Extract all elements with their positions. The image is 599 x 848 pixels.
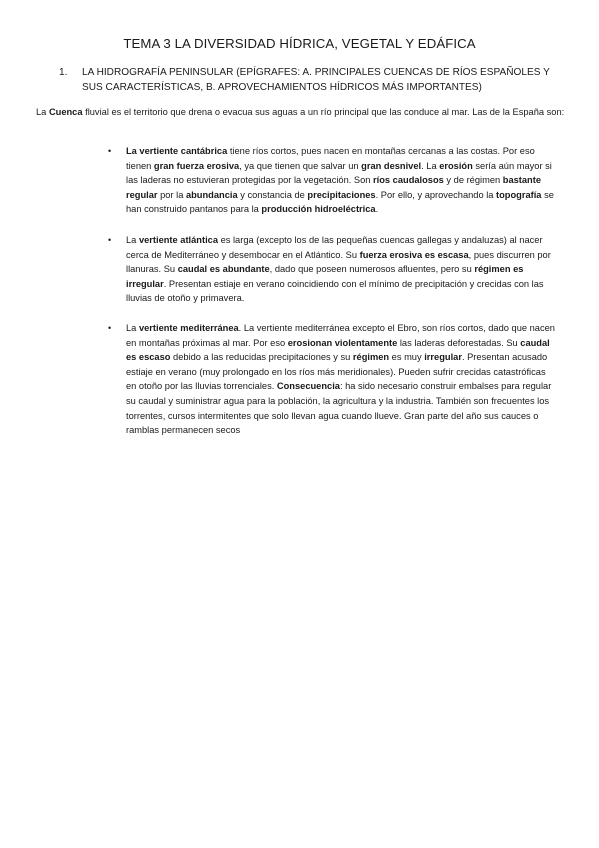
text-run: por la xyxy=(157,189,186,200)
highlighted-term: Cuenca xyxy=(48,107,83,117)
highlighted-term: Consecuencia xyxy=(276,381,340,392)
text-run: , dado que poseen numerosos afluentes, pero su xyxy=(269,264,475,275)
highlighted-term: erosionan violentamente xyxy=(287,337,398,348)
highlighted-term: ríos caudalosos xyxy=(373,175,444,186)
text-run: tiene ríos cortos, pues nacen en montañas cercanas a las costas. Por eso tienen xyxy=(126,146,535,171)
highlighted-term: caudal es abundante xyxy=(177,264,270,275)
intro-paragraph xyxy=(36,105,566,119)
text-run: debido a las reducidas precipitaciones y su xyxy=(170,352,353,363)
section-heading xyxy=(59,66,562,95)
text-run: . xyxy=(375,204,379,215)
text-run: La xyxy=(126,323,139,333)
bullet-icon: • xyxy=(108,323,112,333)
text-run: . Presentan estiaje en verano coincidiendo con el mínimo de precipitación y crecidas con las lluvias de otoño y primavera. xyxy=(126,278,544,304)
section-heading-text: LA HIDROGRAFÍA PENINSULAR (EPÍGRAFES: A. PRINCIPALES CUENCAS DE RÍOS ESPAÑOLES Y SUS CARACTERÍSTICAS, B. APROVECHAMIENTOS HÍDRICOS MÁS IMPORTANTES) xyxy=(82,67,550,93)
list-item-text xyxy=(126,321,558,438)
text-run: es larga (excepto los de las pequeñas cuencas gallegas y andaluzas) al nacer cerca de Mediterráneo y desembocar en el Atlántico. Su xyxy=(126,235,543,260)
highlighted-term: gran desnivel xyxy=(361,160,422,171)
bullet-icon: • xyxy=(108,146,112,156)
section-number: 1. xyxy=(59,67,68,78)
highlighted-term: La vertiente cantábrica xyxy=(126,146,228,156)
highlighted-term: bastante regular xyxy=(126,175,541,200)
highlighted-term: abundancia xyxy=(185,189,238,200)
text-run: , pues discurren por llanuras. Su xyxy=(126,249,551,275)
text-run: La xyxy=(126,235,139,245)
text-run: y constancia de xyxy=(237,189,308,200)
highlighted-term: gran fuerza erosiva xyxy=(153,160,240,171)
list-item-cantabrica xyxy=(108,144,558,217)
page-title: TEMA 3 LA DIVERSIDAD HÍDRICA, VEGETAL Y EDÁFICA xyxy=(123,36,476,51)
list-item-text xyxy=(126,144,558,217)
list-item-text xyxy=(126,233,558,306)
text-run: fluvial es el territorio que drena o evacua sus aguas a un río principal que las conduce al mar. Las de la España son: xyxy=(82,107,565,117)
text-run: : ha sido necesario construir embalses para regular su caudal y suministrar agua para la población, la agricultura y la industria. También son frecuentes los torrentes, cursos intermitentes que solo llevan agua cuando llueve. Gran parte del año sus cauces o ramblas permanecen secos xyxy=(126,381,552,436)
text-run: es muy xyxy=(389,352,425,363)
text-run: sería aún mayor si las laderas no estuvieran protegidas por la vegetación. Son xyxy=(126,160,552,186)
highlighted-term: fuerza erosiva es escasa xyxy=(359,249,469,260)
highlighted-term: vertiente atlántica xyxy=(138,235,218,245)
highlighted-term: precipitaciones xyxy=(307,189,376,200)
text-run: , ya que tienen que salvar un xyxy=(239,160,362,171)
highlighted-term: vertiente mediterránea xyxy=(138,323,239,333)
highlighted-term: topografía xyxy=(496,189,542,200)
highlighted-term: régimen es irregular xyxy=(126,264,524,289)
highlighted-term: producción hidroeléctrica xyxy=(261,204,376,215)
text-run: las laderas deforestadas. Su xyxy=(397,337,521,348)
highlighted-term: régimen xyxy=(352,352,390,363)
text-run: . La xyxy=(421,160,440,171)
bullet-icon: • xyxy=(108,235,112,245)
text-run: La xyxy=(36,107,49,117)
list-item-atlantica xyxy=(108,233,558,306)
highlighted-term: erosión xyxy=(439,160,473,171)
text-run: se han construido pantanos para la xyxy=(126,189,554,215)
text-run: y de régimen xyxy=(443,175,503,186)
text-run: . Presentan acusado estiaje en verano (muy prolongado en los ríos más meridionales). Pueden sufrir crecidas catastróficas en otoño por las lluvias torrenciales. xyxy=(126,352,548,392)
list-item-mediterranea xyxy=(108,321,558,438)
text-run: . La vertiente mediterránea excepto el Ebro, son ríos cortos, dado que nacen en montañas próximas al mar. Por eso xyxy=(126,323,555,348)
text-run: . Por ello, y aprovechando la xyxy=(375,189,497,200)
highlighted-term: irregular xyxy=(424,352,462,363)
highlighted-term: caudal es escaso xyxy=(126,337,550,363)
